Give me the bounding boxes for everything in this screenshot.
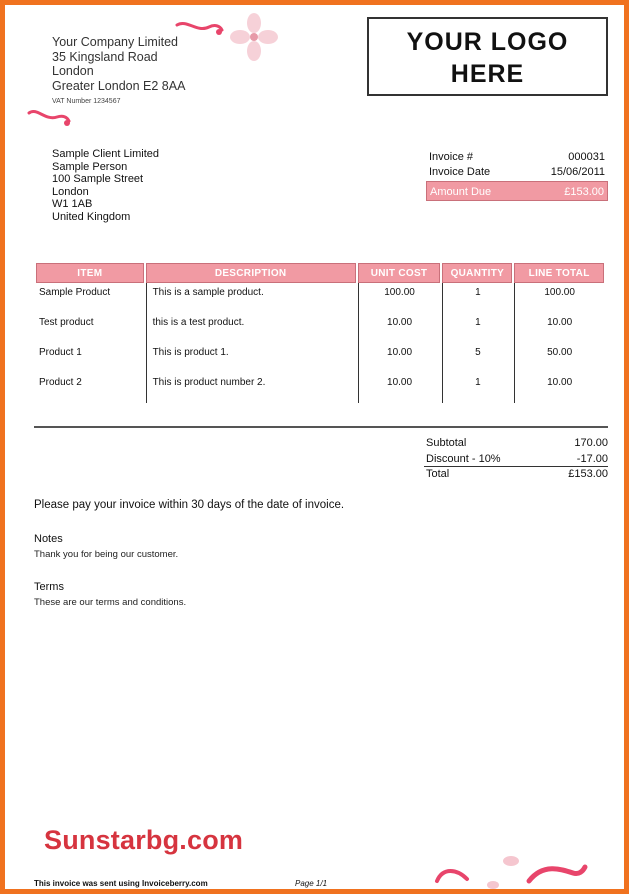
cell-quantity: 1 [442,283,512,313]
discount-label: Discount - 10% [426,452,501,465]
invoice-date-value: 15/06/2011 [550,166,605,178]
terms-text: These are our terms and conditions. [34,597,187,608]
company-address-line: London [52,64,94,78]
cell-unit-cost: 10.00 [358,373,441,403]
notes-text: Thank you for being our customer. [34,549,179,560]
divider [34,426,608,428]
column-header-line-total: LINE TOTAL [514,263,604,283]
cell-description: this is a test product. [146,313,356,343]
total-row [424,467,608,483]
subtotal-value: 170.00 [574,437,608,449]
invoice-date-label: Invoice Date [429,166,491,178]
table-row [36,313,604,343]
cell-line-total: 10.00 [514,313,604,343]
cell-item: Product 2 [39,377,82,388]
cell-item: Test product [39,317,94,328]
column-header-description: DESCRIPTION [146,263,356,283]
footer-page-number: Page 1/1 [295,879,328,888]
vat-number: VAT Number 1234567 [52,98,121,105]
client-line: 100 Sample Street [52,173,144,185]
client-line: Sample Person [52,160,128,173]
company-name: Your Company Limited [52,35,178,49]
cell-quantity: 1 [442,373,512,403]
client-line: London [52,185,89,198]
notes-heading: Notes [34,533,63,545]
column-header-item: ITEM [36,263,144,283]
discount-row [424,452,608,468]
cell-unit-cost: 100.00 [358,283,441,313]
column-header-unit-cost: UNIT COST [358,263,441,283]
cell-item: Sample Product [39,287,111,298]
discount-value: -17.00 [576,452,608,465]
client-line: Sample Client Limited [52,148,159,160]
line-items-table [34,263,606,403]
totals-block [424,436,608,483]
cell-unit-cost: 10.00 [358,313,441,343]
cell-description: This is product number 2. [146,373,356,403]
logo-placeholder [367,17,608,96]
column-header-quantity: QUANTITY [442,263,512,283]
cell-description: This is product 1. [146,343,356,373]
subtotal-row [424,436,608,452]
subtotal-label: Subtotal [426,437,467,449]
cell-item: Product 1 [39,347,82,358]
invoice-number-row [426,150,608,165]
company-address-line: 35 Kingsland Road [52,49,158,64]
company-address-line: Greater London E2 8AA [52,78,186,93]
cell-quantity: 5 [442,343,512,373]
cell-description: This is a sample product. [146,283,356,313]
invoice-number-value: 000031 [568,151,605,163]
total-label: Total [426,468,450,480]
swirl-ornament-left [27,105,73,127]
cell-line-total: 10.00 [514,373,604,403]
client-line: W1 1AB [52,198,93,210]
payment-note: Please pay your invoice within 30 days of the date of invoice. [34,499,345,511]
amount-due-value: £153.00 [564,186,604,198]
cell-unit-cost: 10.00 [358,343,441,373]
table-row [36,343,604,373]
company-address [52,35,185,93]
flower-ornament-icon [230,13,278,61]
cell-quantity: 1 [442,313,512,343]
table-row [36,373,604,403]
cell-line-total: 100.00 [514,283,604,313]
client-line: United Kingdom [52,210,131,223]
terms-heading: Terms [34,581,64,593]
amount-due-row [426,181,608,201]
invoice-date-row [426,165,608,180]
footer-sent-text: This invoice was sent using Invoiceberry.com [34,879,208,888]
logo-text-line: HERE [450,60,525,88]
cell-line-total: 50.00 [514,343,604,373]
watermark: Sunstarbg.com [44,825,244,855]
logo-text-line: YOUR LOGO [406,28,569,56]
invoice-meta [426,150,608,201]
table-row [36,283,604,313]
invoice-number-label: Invoice # [429,151,474,163]
swirl-ornament-bottom-right [433,849,593,893]
total-value: £153.00 [568,468,608,480]
amount-due-label: Amount Due [430,186,492,198]
client-address [52,148,159,223]
table-header-row [36,263,604,283]
